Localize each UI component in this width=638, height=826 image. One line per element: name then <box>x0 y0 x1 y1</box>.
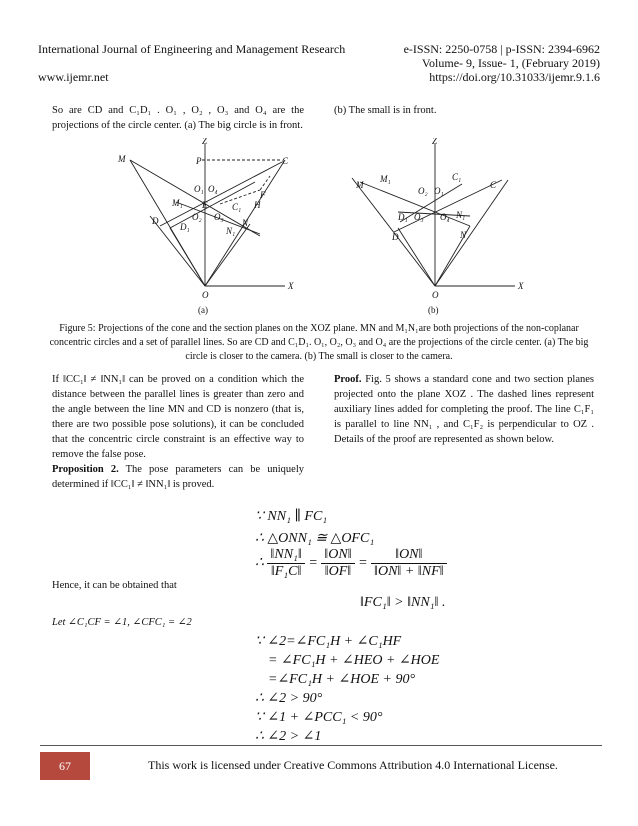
math-line-2: ∴ △ONN₁ ≅ △OFC₁ <box>255 531 375 546</box>
top-left-text: So are CD and C₁D₁ . O₁ , O₂ , O₃ and O₄ are the projections of the circle center. (a) The big circle is in front. <box>52 105 304 131</box>
label-o4-b: O₄ <box>440 212 450 222</box>
figure-caption: Figure 5: Projections of the cone and the section planes on the XOZ plane. MN and M₁N₁are both projections of the non-coplanar concentric circles and a set of parallel lines. So are CD and C₁D₁. O₁, O₂, O₃ and O₄ are the projections of the circle center. (a) The big circle is closer to the camera. (b) The small is closer to the camera. <box>49 323 589 362</box>
label-c1-a: C₁ <box>232 202 242 212</box>
math-line-6: = ∠FC₁H + ∠HEO + ∠HOE <box>268 653 440 668</box>
label-d1-a: D₁ <box>180 222 190 232</box>
label-x-a: X <box>288 281 294 291</box>
math-line-10: ∴ ∠2 > ∠1 <box>255 729 322 744</box>
label-n-a: N <box>242 218 249 228</box>
label-z-b: Z <box>432 138 438 146</box>
label-n-b: N <box>460 230 467 240</box>
label-c-b: C <box>490 180 497 190</box>
label-o2-b: O₂ <box>418 186 428 196</box>
doi: https://doi.org/10.31033/ijemr.9.1.6 <box>429 70 600 84</box>
footer-rule <box>40 745 602 746</box>
label-o1-a: O₁ <box>194 184 204 194</box>
label-c-a: C <box>282 156 289 166</box>
label-o-b: O <box>432 290 439 300</box>
hence-text: Hence, it can be obtained that <box>52 580 177 591</box>
figure-a <box>110 138 300 318</box>
let-text: Let ∠C₁CF = ∠1, ∠CFC₁ = ∠2 <box>52 617 192 628</box>
label-o-a: O <box>202 290 209 300</box>
figure-b-label: (b) <box>428 305 439 315</box>
label-h-a: H <box>254 200 261 210</box>
math-line-1: ∵ NN₁ ∥ FC₁ <box>255 509 328 524</box>
math-line-3: ∴ $\frac{\text{‖NN₁‖}}{\text{‖F₁C‖}}$ = $\frac{‖ON‖}{‖OF‖}$ = $\frac{‖ON‖}{‖ON‖ + ‖NF‖}$ <box>255 547 447 580</box>
label-o3-b: O₃ <box>414 212 424 222</box>
label-d-b: D <box>392 232 399 242</box>
license-text: This work is licensed under Creative Commons Attribution 4.0 International License. <box>148 758 558 772</box>
label-e-a: E <box>202 200 208 210</box>
label-o3-a: O₃ <box>214 212 224 222</box>
label-d-a: D <box>152 216 159 226</box>
label-m1-a: M₁ <box>172 198 183 208</box>
math-line-4: ‖FC₁‖ > ‖NN₁‖ . <box>360 595 446 610</box>
website: www.ijemr.net <box>38 70 109 84</box>
issn: e-ISSN: 2250-0758 | p-ISSN: 2394-6962 <box>403 42 600 56</box>
label-m-b: M <box>356 180 364 190</box>
label-o1-b: O₁ <box>434 186 444 196</box>
label-m-a: M <box>118 154 126 164</box>
proposition-text: The pose parameters can be uniquely determined if ‖CC₁‖ ≠ ‖NN₁‖ is proved. <box>52 464 304 490</box>
label-o4-a: O₄ <box>208 184 218 194</box>
label-d1-b: D₁ <box>398 212 408 222</box>
page-number: 67 <box>40 752 90 780</box>
math-line-7: =∠FC₁H + ∠HOE + 90° <box>268 672 416 687</box>
label-z-a: Z <box>202 138 208 146</box>
left-column <box>52 372 304 492</box>
right-column <box>334 372 594 447</box>
label-n1-a: N₁ <box>226 226 236 236</box>
label-f-a: F <box>260 190 266 200</box>
figure-b <box>340 138 530 318</box>
label-o2-a: O₂ <box>192 212 202 222</box>
math-line-9: ∵ ∠1 + ∠PCC₁ < 90° <box>255 710 383 725</box>
label-c1-b: C₁ <box>452 172 462 182</box>
journal-name: International Journal of Engineering and Management Research <box>38 42 346 56</box>
proposition-label: Proposition 2. <box>52 464 119 475</box>
label-x-b: X <box>518 281 524 291</box>
figure-a-label: (a) <box>198 305 208 315</box>
proof-text: Fig. 5 shows a standard cone and two section planes projected onto the plane XOZ . The dashed lines represent auxiliary lines added for completing the proof. The line C₁F₁ is parallel to line NN₁ , and C₁F₂ is perpendicular to OZ . Details of the proof are represented as shown below. <box>334 374 594 445</box>
top-right-text: (b) The small is in front. <box>334 105 437 116</box>
math-line-8: ∴ ∠2 > 90° <box>255 691 323 706</box>
label-m1-b: M₁ <box>380 174 391 184</box>
left-paragraph: If ‖CC₁‖ ≠ ‖NN₁‖ can be proved on a condition which the distance between the parallel lines is greater than zero and the angle between the line MN and CD is nonzero (that is, there are two possible pose solutions), it can be concluded that the concentric circle constraint is an effective way to remove the false pose. <box>52 374 304 460</box>
volume: Volume- 9, Issue- 1, (February 2019) <box>421 56 600 70</box>
math-line-5: ∵ ∠2=∠FC₁H + ∠C₁HF <box>255 634 402 649</box>
label-p-a: P <box>196 156 202 166</box>
proof-label: Proof. <box>334 374 362 385</box>
label-n1-b: N₁ <box>456 210 466 220</box>
